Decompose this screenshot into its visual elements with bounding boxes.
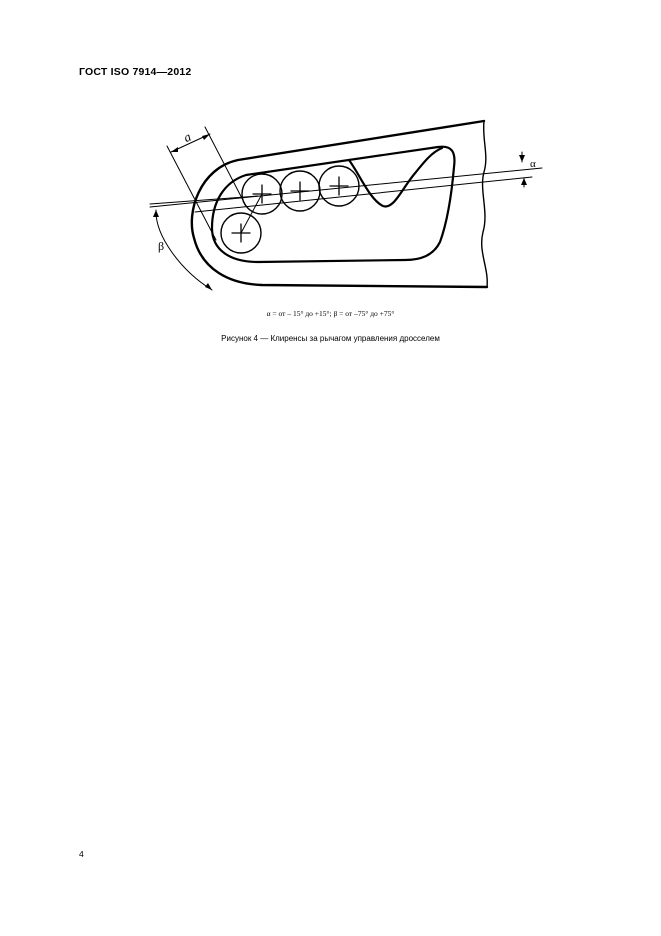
document-header: ГОСТ ISO 7914—2012 — [79, 66, 192, 78]
break-line — [482, 121, 488, 287]
extension-line — [205, 127, 246, 206]
page-number: 4 — [79, 849, 84, 859]
figure-caption: Рисунок 4 — Клиренсы за рычагом управления дросселем — [221, 334, 440, 343]
inner-contour — [212, 147, 454, 262]
wavy-contour — [349, 148, 442, 206]
label-alpha: α — [530, 158, 536, 170]
throttle-lever-clearance-figure — [140, 110, 550, 300]
beta-arc — [156, 210, 212, 290]
label-a: a — [180, 128, 194, 146]
figure-formula: α = от – 15° до +15°; β = от –75° до +75° — [266, 309, 395, 318]
label-beta: β — [158, 239, 165, 253]
